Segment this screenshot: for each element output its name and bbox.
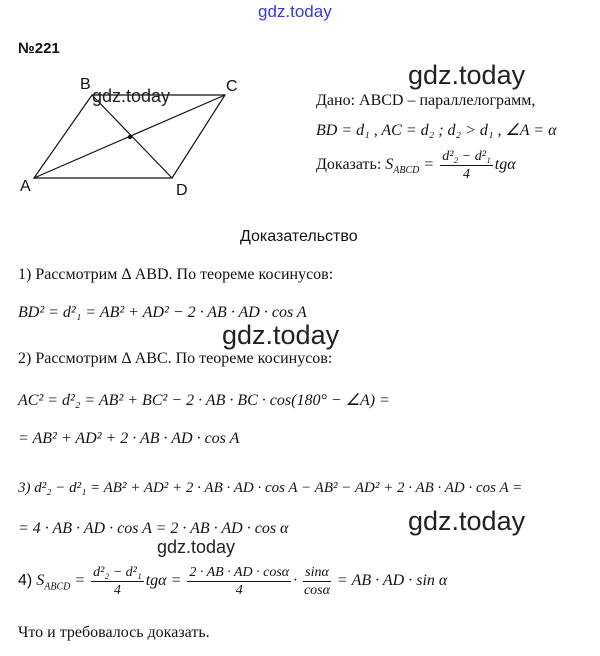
step-3-formula-cont: = 4 · AB · AD · cos A = 2 · AB · AD · cos α [18, 520, 289, 537]
prove-label: Доказать: [316, 156, 382, 174]
proof-heading: Доказательство [240, 228, 358, 245]
given-line-1: Дано: ABCD – параллелограмм, [316, 92, 536, 109]
watermark: gdz.today [408, 506, 526, 536]
prove-fraction: $\frac{\text{d²₂ − d²₁}}{4}$ [442, 149, 491, 182]
watermark-top: gdz.today [258, 2, 332, 21]
given-line-2: BD = d₁ , AC = d₂ ; d₂ > d₁ , ∠A = α [316, 122, 557, 139]
step-2-formula-cont: = AB² + AD² + 2 · AB · AD · cos A [18, 430, 240, 447]
intersection-point [128, 135, 132, 139]
step-4-formula: 4) $S_{ABCD}$ = $\frac{\text{d²₂ − d²₁}}{4}$ tgα = $\frac{2 \cdot AB \cdot AD \cdot \cos\alpha}{4}$ · $\frac{\sin\alpha}{\cos\alpha}$ = AB · AD · sin α [18, 565, 448, 598]
step-2-text: 2) Рассмотрим Δ ABC. По теореме косинусов: [18, 350, 333, 367]
conclusion: Что и требовалось доказать. [18, 624, 210, 641]
watermark: gdz.today [157, 537, 236, 557]
vertex-label-b: B [80, 76, 91, 93]
problem-number: №221 [18, 40, 60, 57]
watermark: gdz.today [92, 86, 171, 106]
watermark: gdz.today [408, 60, 526, 90]
prove-statement: Доказать: $S_{ABCD}$ = $\frac{\text{d²₂ − d²₁}}{4}$ tgα [316, 149, 516, 182]
watermark: gdz.today [222, 320, 340, 350]
step-2-formula: AC² = d²₂ = AB² + BC² − 2 · AB · BC · cos(180° − ∠A) = [18, 392, 390, 409]
step-1-formula: BD² = d²₁ = AB² + AD² − 2 · AB · AD · cos A [18, 304, 307, 321]
vertex-label-a: A [20, 178, 31, 195]
step-3-formula: 3) d²₂ − d²₁ = AB² + AD² + 2 · AB · AD · cos A − AB² − AD² + 2 · AB · AD · cos A = [18, 480, 523, 496]
vertex-label-d: D [176, 182, 188, 199]
step-4-prefix: 4) [18, 572, 33, 590]
step-1-text: 1) Рассмотрим Δ ABD. По теореме косинусов: [18, 266, 334, 283]
vertex-label-c: C [226, 78, 238, 95]
step-4-tail: = AB · AD · sin α [336, 572, 448, 590]
